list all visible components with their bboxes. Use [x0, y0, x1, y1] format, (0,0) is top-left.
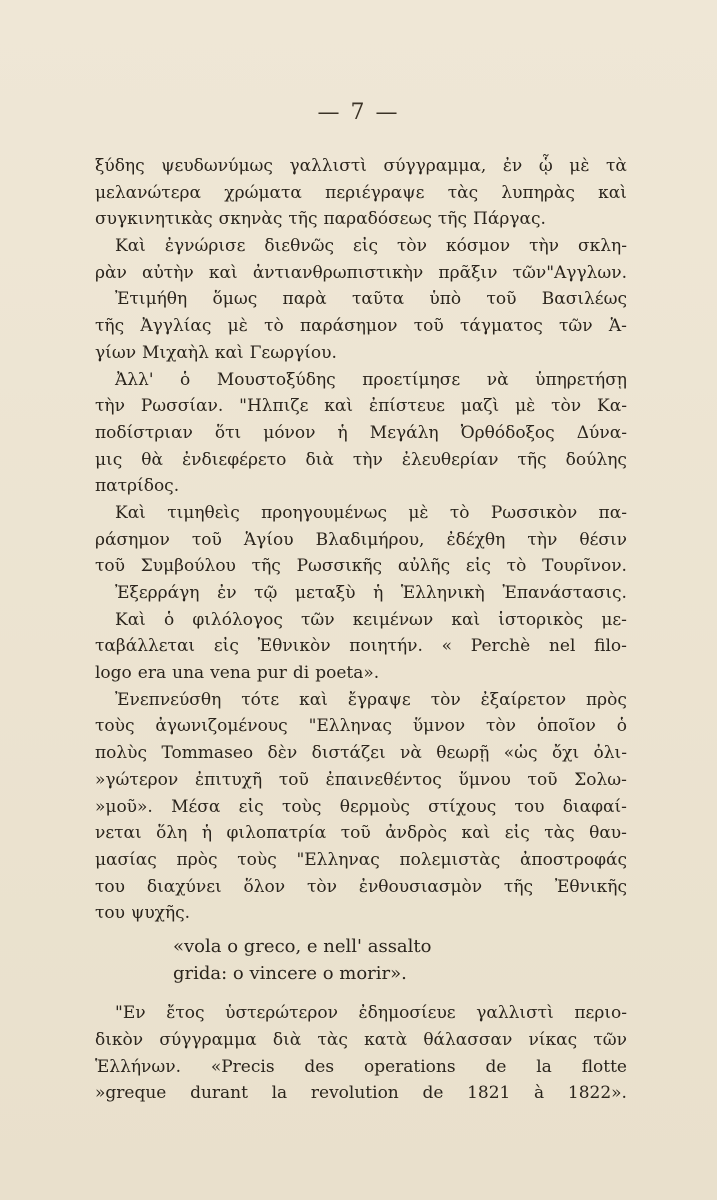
word: τάγματος — [460, 316, 543, 337]
word: ἐν — [217, 583, 237, 603]
text-line — [95, 770, 627, 797]
word: ἐγνώρισε — [164, 236, 246, 257]
word: παράσημον — [299, 316, 398, 337]
word: διεθνῶς — [264, 236, 335, 257]
word: διὰ — [305, 449, 334, 470]
word: εἰς — [465, 556, 491, 577]
word: ἐπαινεθέντος — [325, 769, 442, 790]
word: τιμηθεὶς — [167, 502, 240, 523]
word: Perchè — [470, 636, 531, 657]
word: ἐλευθερίαν — [401, 449, 499, 470]
word: τοῦ — [527, 769, 558, 790]
word: θέσιν — [579, 529, 627, 550]
word: σύγγραμμα, — [383, 156, 487, 176]
text-line — [95, 636, 627, 663]
paragraphs-top — [95, 156, 627, 930]
text-line — [95, 423, 627, 450]
word: ράσημον — [95, 529, 170, 550]
text-line — [95, 156, 627, 183]
word: τοὺς — [95, 716, 135, 737]
word: ἀγωνιζομένους — [155, 716, 288, 737]
word: filo- — [594, 636, 627, 657]
word: ἀποστροφάς — [519, 849, 627, 870]
word: τῆς — [95, 316, 125, 337]
word: revolution — [310, 1083, 399, 1104]
word: nel — [548, 636, 576, 657]
word: μεταξὺ — [295, 583, 356, 603]
word: μις — [95, 449, 123, 470]
word: φιλόλογος — [192, 609, 283, 630]
word: la — [271, 1083, 288, 1104]
word: pur — [256, 663, 287, 684]
word: Πάργας. — [473, 209, 546, 230]
word: ὑπὸ — [429, 289, 462, 310]
word: Τουρῖνον. — [542, 556, 627, 577]
word: ψυχῆς. — [130, 903, 191, 924]
word: ἔτος — [166, 1003, 205, 1024]
word: "Ελληνας — [296, 849, 380, 870]
word: ὁ — [616, 716, 627, 737]
word: του — [514, 796, 545, 817]
text-line — [95, 823, 627, 850]
word: Συμβούλου — [140, 556, 236, 577]
word: πρᾶξιν — [438, 262, 498, 283]
word: μὲ — [515, 396, 536, 417]
text-line — [95, 1083, 627, 1110]
word: γίων — [95, 342, 137, 363]
word: ὑστερώτερον — [225, 1003, 338, 1024]
word: χρώματα — [224, 182, 302, 203]
word: « — [441, 636, 453, 657]
word: Ἐξερράγη — [115, 583, 200, 603]
word: προετίμησε — [362, 369, 461, 390]
word: à — [534, 1083, 545, 1104]
word: ἀντιανθρωπιστικὴν — [252, 262, 424, 283]
word: καὶ — [208, 262, 238, 283]
word: τῶν — [593, 1030, 627, 1050]
word: πα- — [598, 502, 627, 523]
word: διαφαί- — [562, 796, 627, 817]
word: του — [95, 903, 125, 924]
word: μὲ — [569, 156, 590, 176]
word: ἡ — [201, 823, 213, 844]
word: τοῦ — [340, 823, 371, 844]
word: πρὸς — [586, 689, 627, 710]
word: διὰ — [272, 1030, 302, 1050]
word: ὕμνου — [458, 769, 511, 790]
word: τοῦ — [413, 316, 444, 337]
word: »γώτερον — [95, 769, 179, 790]
word: εἰς — [353, 236, 379, 257]
word: »μοῦ». — [95, 796, 153, 817]
word: ἐπιτυχῆ — [194, 769, 263, 790]
word: τὸν — [430, 689, 461, 710]
word: μὲ — [408, 502, 429, 523]
word: τὸ — [264, 316, 284, 337]
word: de — [422, 1083, 444, 1104]
spacer — [95, 989, 627, 1003]
text-line — [95, 797, 627, 824]
word: τοῦ — [278, 769, 309, 790]
word: τῆς — [517, 449, 547, 470]
word: Ὀρθόδοξος — [460, 422, 555, 443]
word: Δύνα- — [576, 422, 627, 443]
word: τῶν — [301, 609, 335, 630]
word: μασίας — [95, 849, 157, 870]
word: Μουστοξύδης — [216, 369, 336, 390]
word: ποδίστριαν — [95, 422, 193, 443]
word: εἰς — [504, 823, 530, 844]
word: ἐδημοσίευε — [358, 1003, 456, 1024]
text-line — [95, 370, 627, 397]
word: περιέγραψε — [325, 182, 425, 203]
body-text — [95, 156, 627, 1110]
text-line — [95, 1003, 627, 1030]
word: πολεμιστὰς — [399, 849, 501, 870]
text-line — [95, 610, 627, 637]
word: τῷ — [254, 583, 278, 603]
text-line — [95, 1030, 627, 1057]
word: ποιητήν. — [349, 636, 423, 657]
verse-line: «vola o greco, e nell' assalto — [173, 935, 432, 957]
word: πατρίδος. — [95, 476, 180, 497]
text-line — [95, 450, 627, 477]
word: Μεγάλη — [369, 422, 439, 443]
word: Βασιλέως — [541, 289, 627, 310]
word: ὀλι- — [593, 743, 627, 764]
word: Ἐνεπνεύσθη — [115, 689, 222, 710]
text-line — [95, 663, 627, 690]
word: τὰς — [317, 1030, 348, 1050]
word: καὶ — [461, 823, 491, 844]
word: Καὶ — [115, 502, 146, 523]
word: προηγουμένως — [261, 502, 387, 523]
word: θαυ- — [589, 823, 627, 844]
text-line — [95, 903, 627, 930]
verse-line: grida: o vincere o morir». — [173, 962, 407, 984]
word: νὰ — [486, 369, 509, 390]
word: ἐξαίρετον — [480, 689, 567, 710]
word: καὶ — [324, 396, 354, 417]
word: logo — [95, 663, 132, 684]
word: ᾧ — [538, 156, 553, 176]
word: τὸν — [486, 716, 517, 737]
word: σύγγραμμα — [159, 1030, 257, 1050]
word: una — [172, 663, 205, 684]
word: του — [95, 876, 125, 897]
word: ὁ — [180, 369, 191, 390]
word: "Εν — [115, 1003, 146, 1024]
word: κατὰ — [364, 1030, 408, 1050]
text-line — [95, 396, 627, 423]
text-line — [95, 877, 627, 904]
word: τοῦ — [191, 529, 222, 550]
word: ρὰν — [95, 262, 127, 283]
word: la — [536, 1056, 552, 1077]
word: ἐπίστευε — [368, 396, 445, 417]
word: τὴν — [529, 236, 560, 257]
word: "Ηλπιζε — [239, 396, 309, 417]
word: εἰς — [238, 796, 264, 817]
word: καὶ — [214, 342, 244, 363]
text-line — [95, 583, 627, 610]
text-line — [95, 850, 627, 877]
paragraphs-bottom — [95, 1003, 627, 1110]
word: νεται — [95, 823, 142, 844]
word: σκλη- — [578, 236, 627, 257]
word: ὅλον — [243, 876, 286, 897]
word: Καὶ — [115, 609, 146, 630]
word: «ὡς — [503, 743, 538, 764]
text-line — [95, 183, 627, 210]
word: λυπηρὰς — [501, 182, 575, 203]
text-line — [95, 209, 627, 236]
text-line — [95, 476, 627, 503]
word: Βλαδιμήρου, — [315, 529, 425, 550]
word: operations — [363, 1056, 456, 1077]
word: τὸ — [449, 502, 470, 523]
word: Καὶ — [115, 236, 146, 257]
word: Μιχαὴλ — [142, 342, 209, 363]
word: θερμοὺς — [339, 796, 410, 817]
word: ἐνδιεφέρετο — [182, 449, 287, 470]
word: αὐλῆς — [397, 556, 451, 577]
word: ὅμως — [212, 289, 258, 310]
word: μόνον — [263, 422, 316, 443]
word: παραδόσεως — [323, 209, 432, 230]
word: γαλλιστὶ — [289, 156, 367, 176]
text-line — [95, 690, 627, 717]
word: τὴν — [527, 529, 558, 550]
word: τότε — [241, 689, 280, 710]
word: ὅτι — [214, 422, 242, 443]
word: δὲν — [267, 743, 298, 764]
word: διστάζει — [311, 743, 386, 764]
word: ὁ — [163, 609, 175, 630]
word: τὸν — [306, 876, 337, 897]
word: περιο- — [574, 1003, 627, 1024]
word: τῆς — [437, 209, 468, 230]
word: ταῦτα — [351, 289, 405, 310]
word: flotte — [581, 1056, 627, 1077]
text-line — [95, 1057, 627, 1084]
text-line — [95, 316, 627, 343]
word: κειμένων — [352, 609, 434, 630]
word: Tommaseo — [161, 743, 254, 764]
word: ὁποῖον — [536, 716, 596, 737]
word: τὰς — [544, 823, 575, 844]
word: era — [137, 663, 167, 684]
word: ἀνδρὸς — [385, 823, 448, 844]
word: τοὺς — [237, 849, 277, 870]
word: ἡ — [373, 583, 384, 603]
word: Ρωσσικὸν — [490, 502, 578, 523]
word: τὴν — [95, 396, 125, 417]
word: πρὸς — [176, 849, 218, 870]
word: αὐτὴν — [141, 262, 194, 283]
word: νὰ — [400, 743, 422, 764]
word: Ἀγγλίας — [140, 316, 212, 337]
word: τῆς — [288, 209, 318, 230]
word: τῶν — [559, 316, 593, 337]
word: μὲ — [227, 316, 248, 337]
word: τὰς — [447, 182, 479, 203]
word: ἡ — [337, 422, 348, 443]
word: Κα- — [597, 396, 627, 417]
word: Ἀλλ' — [115, 369, 154, 390]
word: Γεωργίου. — [249, 342, 337, 363]
word: Ἁγίου — [243, 529, 294, 550]
word: ἐνθουσιασμὸν — [358, 876, 483, 897]
word: poeta». — [315, 663, 380, 684]
word: σκηνὰς — [218, 209, 283, 230]
word: ὄχι — [551, 743, 580, 764]
text-line — [95, 530, 627, 557]
word: τοῦ — [486, 289, 517, 310]
word: Μέσα — [171, 796, 221, 817]
word: τῆς — [503, 876, 534, 897]
word: τὸν — [397, 236, 428, 257]
word: 1821 — [467, 1083, 511, 1104]
word: θὰ — [141, 449, 164, 470]
word: με- — [601, 609, 627, 630]
word: «Precis — [210, 1056, 275, 1077]
word: εἰς — [213, 636, 239, 657]
word: τὸ — [506, 556, 527, 577]
word: κόσμον — [446, 236, 511, 257]
text-line — [95, 343, 627, 370]
word: καὶ — [598, 182, 627, 203]
word: ὕμνον — [412, 716, 466, 737]
word: ταβάλλεται — [95, 636, 196, 657]
word: des — [304, 1056, 335, 1077]
word: Ἁ- — [608, 316, 627, 337]
word: ὅλη — [156, 823, 188, 844]
word: vena — [210, 663, 251, 684]
word: durant — [190, 1083, 248, 1104]
verse-quote — [95, 936, 627, 989]
word: ξύδης — [95, 156, 145, 176]
text-line — [95, 716, 627, 743]
word: de — [485, 1056, 507, 1077]
word: »greque — [95, 1083, 167, 1104]
word: καὶ — [299, 689, 328, 710]
word: πολὺς — [95, 743, 148, 764]
word: "Ελληνας — [308, 716, 392, 737]
word: τὰ — [606, 156, 627, 176]
word: τῆς — [251, 556, 281, 577]
word: ἐν — [502, 156, 523, 176]
text-line — [95, 743, 627, 770]
word: μαζὶ — [460, 396, 500, 417]
word: φιλοπατρία — [226, 823, 327, 844]
word: Ρωσσικῆς — [296, 556, 383, 577]
word: Ἑλλήνων. — [95, 1056, 181, 1077]
text-line — [95, 556, 627, 583]
word: Ἐπανάστασις. — [502, 583, 627, 603]
word: Ἐθνικῆς — [554, 876, 627, 897]
word: θεωρῇ — [436, 743, 490, 764]
word: διαχύνει — [146, 876, 222, 897]
word: τῶν"Αγγλων. — [512, 262, 627, 283]
word: γαλλιστὶ — [476, 1003, 554, 1024]
word: Ἐτιμήθη — [115, 289, 188, 310]
page-number: — 7 — — [317, 100, 400, 125]
word: μελανώτερα — [95, 182, 201, 203]
word: τὸν — [551, 396, 582, 417]
word: τοὺς — [281, 796, 322, 817]
text-line — [95, 263, 627, 290]
word: παρὰ — [282, 289, 327, 310]
word: di — [292, 663, 310, 684]
text-line — [95, 289, 627, 316]
word: νίκας — [528, 1030, 578, 1050]
word: δικὸν — [95, 1030, 144, 1050]
text-line — [95, 236, 627, 263]
word: Ἐθνικὸν — [257, 636, 331, 657]
word: Σολω- — [574, 769, 627, 790]
text-line — [95, 503, 627, 530]
word: Ρωσσίαν. — [140, 396, 224, 417]
word: τὴν — [352, 449, 383, 470]
word: καὶ — [451, 609, 481, 630]
word: 1822». — [567, 1083, 627, 1104]
word: θάλασσαν — [423, 1030, 513, 1050]
word: Ἑλληνικὴ — [400, 583, 485, 603]
word: στίχους — [428, 796, 497, 817]
word: τοῦ — [95, 556, 125, 577]
word: ἔγραψε — [347, 689, 411, 710]
word: ἱστορικὸς — [498, 609, 584, 630]
word: ἐδέχθη — [446, 529, 506, 550]
word: ὑπηρετήσῃ — [535, 369, 627, 390]
word: συγκινητικὰς — [95, 209, 213, 230]
word: ψευδωνύμως — [161, 156, 273, 176]
word: δούλης — [565, 449, 627, 470]
